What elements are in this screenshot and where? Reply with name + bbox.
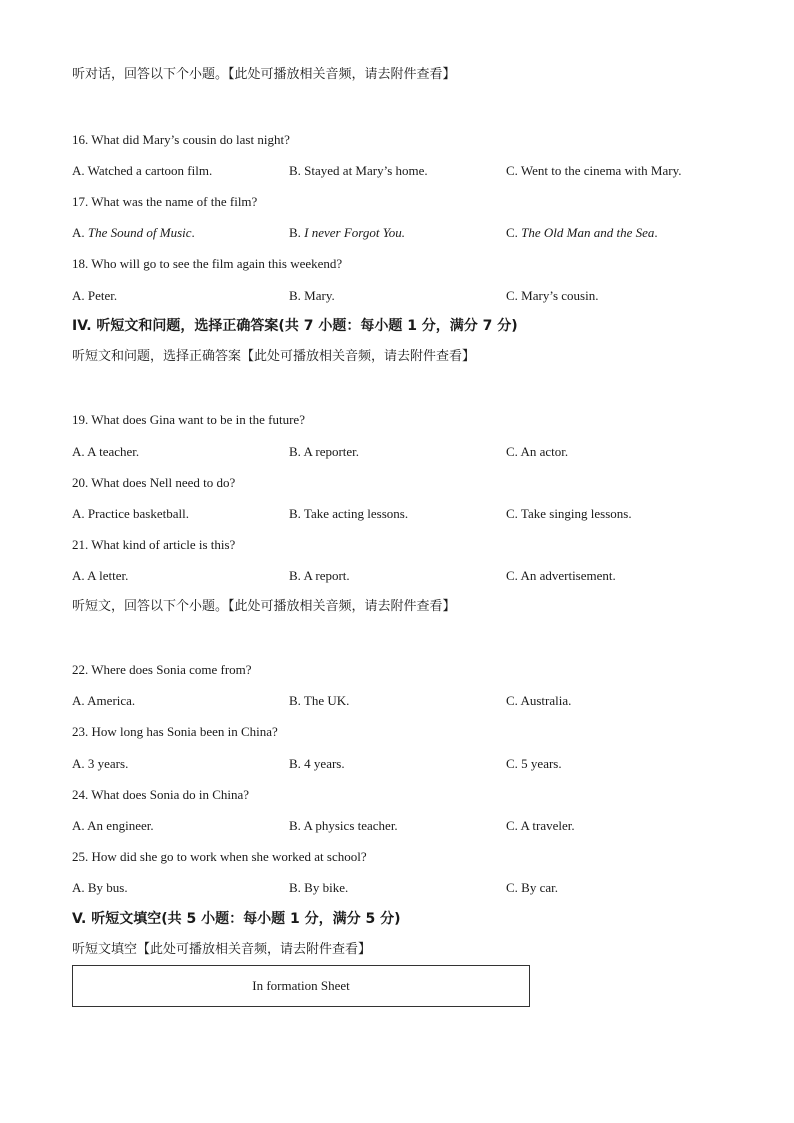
option-18a: A. Peter. <box>72 288 118 303</box>
option-18c: C. Mary’s cousin. <box>506 288 599 303</box>
option-24a: A. An engineer. <box>72 818 154 833</box>
option-25a: A. By bus. <box>72 880 128 895</box>
option-17c-prefix: C. <box>506 225 522 240</box>
option-17a-prefix: A. <box>72 225 88 240</box>
option-22b: B. The UK. <box>289 693 350 708</box>
option-17c-title: The Old Man and the Sea <box>521 225 655 240</box>
question-19: 19. What does Gina want to be in the future? <box>72 412 305 427</box>
question-24: 24. What does Sonia do in China? <box>72 787 250 802</box>
question-22: 22. Where does Sonia come from? <box>72 662 252 677</box>
option-22a: A. America. <box>72 693 136 708</box>
option-21c: C. An advertisement. <box>506 568 616 583</box>
option-17a-title: The Sound of Music <box>87 225 192 240</box>
option-23b: B. 4 years. <box>289 756 345 771</box>
question-21: 21. What kind of article is this? <box>72 537 236 552</box>
option-25c: C. By car. <box>506 880 558 895</box>
option-16c: C. Went to the cinema with Mary. <box>506 163 682 178</box>
option-24c: C. A traveler. <box>506 818 575 833</box>
question-16: 16. What did Mary’s cousin do last night? <box>72 132 290 147</box>
question-23: 23. How long has Sonia been in China? <box>72 724 278 739</box>
option-17b-prefix: B. <box>289 225 305 240</box>
option-22c: C. Australia. <box>506 693 572 708</box>
question-25: 25. How did she go to work when she worked at school? <box>72 849 367 864</box>
option-23c: C. 5 years. <box>506 756 562 771</box>
intro-passage: 听短文，回答以下个小题。【此处可播放相关音频，请去附件查看】 <box>72 599 456 614</box>
option-23a: A. 3 years. <box>72 756 129 771</box>
option-20c: C. Take singing lessons. <box>506 506 632 521</box>
option-17b <box>289 225 405 241</box>
option-21b: B. A report. <box>289 568 350 583</box>
option-16b: B. Stayed at Mary’s home. <box>289 163 428 178</box>
option-17c-suffix: . <box>654 225 658 240</box>
option-21a: A. A letter. <box>72 568 129 583</box>
section-4-intro: 听短文和问题，选择正确答案【此处可播放相关音频，请去附件查看】 <box>72 349 476 364</box>
question-17: 17. What was the name of the film? <box>72 194 258 209</box>
option-20b: B. Take acting lessons. <box>289 506 409 521</box>
intro-dialogue: 听对话，回答以下个小题。【此处可播放相关音频，请去附件查看】 <box>72 67 456 82</box>
option-17a <box>72 225 195 241</box>
option-17a-suffix: . <box>191 225 195 240</box>
question-20: 20. What does Nell need to do? <box>72 475 236 490</box>
option-20a: A. Practice basketball. <box>72 506 189 521</box>
option-17c <box>506 225 658 241</box>
option-17b-title: I never Forgot You. <box>304 225 406 240</box>
section-5-title: V. 听短文填空(共 5 小题：每小题 1 分，满分 5 分) <box>72 911 401 927</box>
option-25b: B. By bike. <box>289 880 349 895</box>
option-19c: C. An actor. <box>506 444 569 459</box>
information-sheet-title: In formation Sheet <box>252 978 350 993</box>
option-19a: A. A teacher. <box>72 444 140 459</box>
question-18: 18. Who will go to see the film again this weekend? <box>72 256 343 271</box>
option-24b: B. A physics teacher. <box>289 818 398 833</box>
section-4-title: IV. 听短文和问题，选择正确答案(共 7 小题：每小题 1 分，满分 7 分) <box>72 318 518 334</box>
option-19b: B. A reporter. <box>289 444 360 459</box>
section-5-intro: 听短文填空【此处可播放相关音频，请去附件查看】 <box>72 942 372 957</box>
option-16a: A. Watched a cartoon film. <box>72 163 213 178</box>
option-18b: B. Mary. <box>289 288 335 303</box>
information-sheet-table <box>72 965 530 1007</box>
